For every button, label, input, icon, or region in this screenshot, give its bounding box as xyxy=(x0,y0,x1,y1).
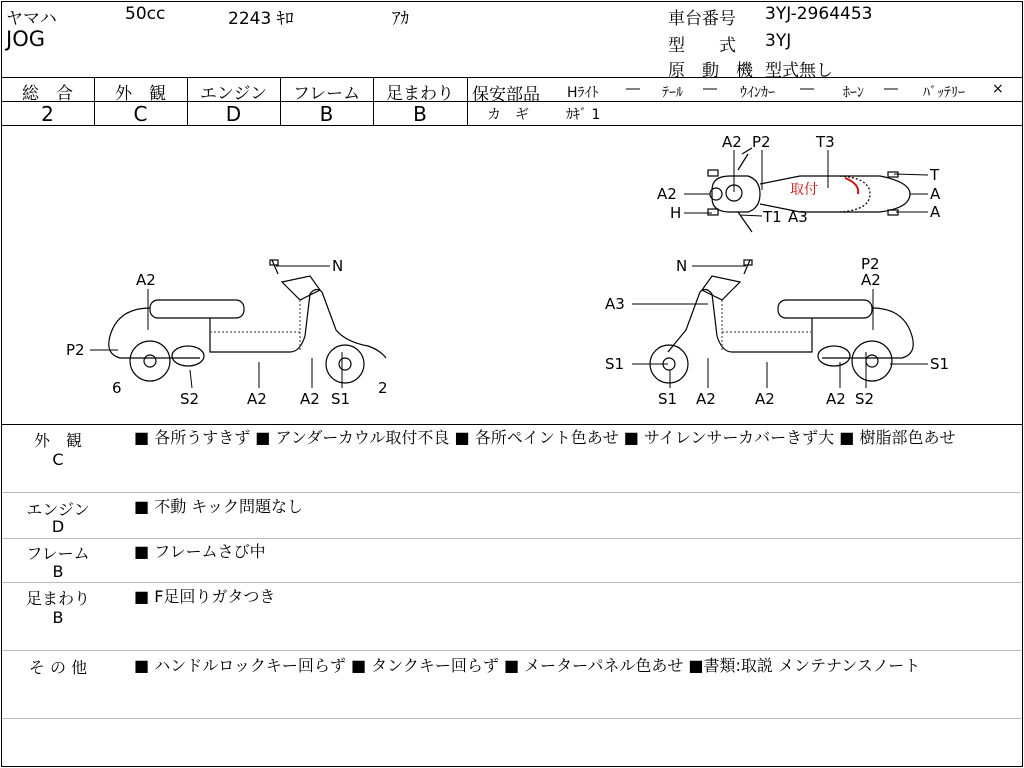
label-left-s2: S2 xyxy=(180,390,200,408)
section-text-exterior: ■ 各所うすきず ■ アンダーカウル取付不良 ■ 各所ペイント色あせ ■ サイレンサーカバーきず大 ■ 樹脂部色あせ xyxy=(134,428,956,447)
label-top-a-1: A xyxy=(930,185,941,203)
section-text-suspension: ■ F足回りガタつき xyxy=(134,587,276,606)
section-grade-frame: B xyxy=(52,562,64,581)
label-top-p2: P2 xyxy=(752,133,771,151)
safety-item-battery: ﾊﾞｯﾃﾘｰ xyxy=(923,85,965,101)
grade-label-overall: 総 合 xyxy=(22,84,73,104)
grade-value-frame: B xyxy=(319,102,334,126)
model-label: 型 式 xyxy=(668,36,736,56)
key-label: カ ギ xyxy=(487,107,529,123)
safety-item-tail: ﾃｰﾙ xyxy=(662,85,683,101)
right-leaders xyxy=(632,266,928,388)
grade-label-frame: フレーム xyxy=(292,84,361,104)
damage-diagram xyxy=(0,126,1024,424)
model-value: 3YJ xyxy=(765,31,792,51)
divider xyxy=(2,650,1021,651)
divider xyxy=(2,538,1021,539)
engine-value: 型式無し xyxy=(765,61,833,81)
label-right-s1-rear: S1 xyxy=(930,355,950,373)
section-label-other: そ の 他 xyxy=(28,658,88,677)
safety-status-tail: ― xyxy=(703,81,717,97)
grade-value-overall: 2 xyxy=(41,102,54,126)
label-right-n: N xyxy=(676,257,688,275)
rule xyxy=(1,424,1022,425)
label-right-s2: S2 xyxy=(855,390,875,408)
grade-value-engine: D xyxy=(225,102,242,126)
label-top-t: T xyxy=(930,166,940,184)
section-grade-exterior: C xyxy=(52,450,64,469)
left-leaders xyxy=(90,266,342,388)
safety-status-winker: ― xyxy=(800,81,814,97)
divider xyxy=(2,492,1021,493)
label-right-a2-front: A2 xyxy=(696,390,716,408)
label-top-a2: A2 xyxy=(722,133,742,151)
label-left-a2-floor: A2 xyxy=(247,390,267,408)
grade-label-engine: エンジン xyxy=(199,84,268,104)
label-top-t1: T1 xyxy=(763,208,782,226)
label-left-6: 6 xyxy=(112,379,122,397)
rule xyxy=(467,77,468,125)
section-text-frame: ■ フレームさび中 xyxy=(134,542,266,561)
safety-status-battery: × xyxy=(992,81,1004,97)
section-label-exterior: 外 観 xyxy=(33,431,82,450)
safety-item-headlight: Hﾗｲﾄ xyxy=(567,85,599,101)
label-right-s1-bottom: S1 xyxy=(658,390,678,408)
safety-status-horn: ― xyxy=(884,81,898,97)
section-label-frame: フレーム xyxy=(26,544,90,563)
maker: ヤマハ xyxy=(6,9,57,29)
label-right-a2-seat: A2 xyxy=(861,271,881,289)
grade-value-exterior: C xyxy=(133,102,148,126)
label-left-s1: S1 xyxy=(331,390,351,408)
label-left-a2-seat: A2 xyxy=(136,271,156,289)
label-top-a3: A3 xyxy=(788,208,808,226)
section-text-engine: ■ 不動 キック問題なし xyxy=(134,497,303,516)
label-left-2: 2 xyxy=(378,379,388,397)
model-name: JOG xyxy=(6,27,45,51)
safety-item-winker: ｳｲﾝｶｰ xyxy=(740,85,775,101)
divider xyxy=(2,582,1021,583)
mileage: 2243 ｷﾛ xyxy=(228,9,294,29)
grade-label-exterior: 外 観 xyxy=(115,84,166,104)
label-right-s1-left: S1 xyxy=(605,355,625,373)
safety-item-horn: ﾎｰﾝ xyxy=(843,85,864,101)
section-text-other: ■ ハンドルロックキー回らず ■ タンクキー回らず ■ メーターパネル色あせ ■書類:取説 メンテナンスノート xyxy=(134,656,921,675)
label-right-a2-floor: A2 xyxy=(755,390,775,408)
section-label-engine: エンジン xyxy=(26,500,90,519)
label-right-a3: A3 xyxy=(605,295,625,313)
label-top-a2-left: A2 xyxy=(657,185,677,203)
safety-label: 保安部品 xyxy=(472,85,540,105)
label-right-a2-rear: A2 xyxy=(826,390,846,408)
rule xyxy=(1,77,1022,78)
frame-no-label: 車台番号 xyxy=(668,9,736,29)
displacement: 50cc xyxy=(125,4,166,24)
section-grade-suspension: B xyxy=(52,608,64,627)
divider xyxy=(2,718,1021,719)
label-top-h: H xyxy=(670,204,682,222)
grade-label-suspension: 足まわり xyxy=(386,84,454,104)
frame-no-value: 3YJ-2964453 xyxy=(765,4,873,24)
grade-value-suspension: B xyxy=(413,102,427,126)
label-right-p2: P2 xyxy=(861,255,880,273)
engine-label: 原 動 機 xyxy=(668,61,753,81)
section-label-suspension: 足まわり xyxy=(25,589,90,608)
body-color: ｱｶ xyxy=(392,9,409,29)
damage-seal: 取付 xyxy=(790,182,818,198)
label-top-t3: T3 xyxy=(816,133,835,151)
label-left-a2-front: A2 xyxy=(300,390,320,408)
section-grade-engine: D xyxy=(51,517,65,536)
label-left-p2: P2 xyxy=(66,341,85,359)
label-top-a-2: A xyxy=(930,203,941,221)
safety-status-headlight: ― xyxy=(626,81,640,97)
key-value: ｶｷﾞ 1 xyxy=(566,107,601,123)
label-left-n: N xyxy=(332,257,344,275)
